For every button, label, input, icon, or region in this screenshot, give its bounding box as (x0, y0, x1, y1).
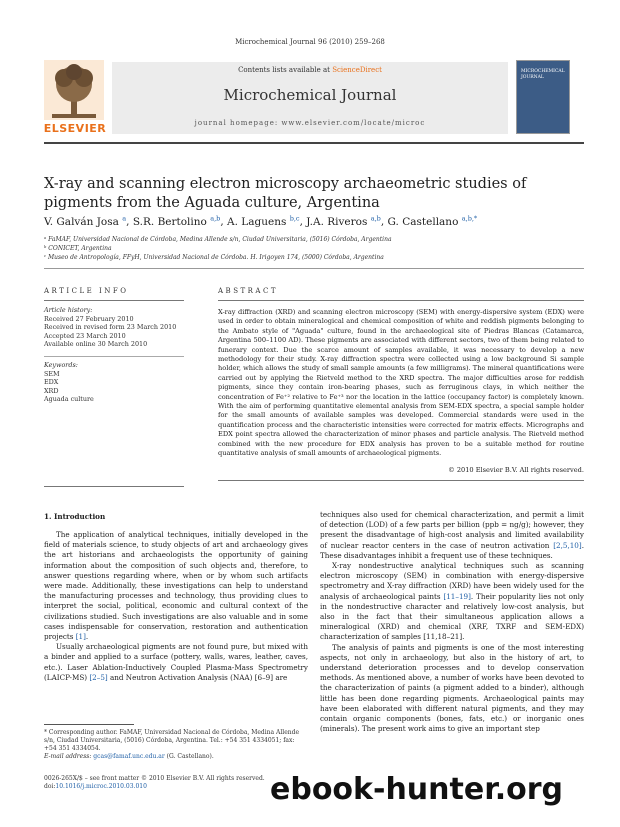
body-column-left (44, 530, 308, 683)
author[interactable]: S.R. Bertolino $^{a,b}$ (132, 214, 221, 228)
elsevier-wordmark: ELSEVIER (43, 122, 107, 135)
email-link[interactable]: gcas@famaf.unc.edu.ar (93, 753, 165, 760)
copyright: © 2010 Elsevier B.V. All rights reserved. (448, 466, 584, 474)
header-rule (44, 142, 584, 144)
info-bottom-rule (44, 486, 184, 487)
abstract-text: X-ray diffraction (XRD) and scanning electron microscopy (SEM) with energy-dispersive system (EDX) were used in order to obtain mineralogical and chemical composition of white and reddish pigments belonging to the Ambato style of "Aguada" culture, found in the archaeological site of Piedras Blancas (Catamarca, Argentina 500–1100 AD). These pigments are associated with different sectors, two of them being related to funerary context. Due the scarce amount of samples available, it was necessary to develop a new methodology for their study. X-ray diffraction spectra were collected using a low background Si sample holder, which allows the study of small sample amounts (a few milligrams). The mineral quantifications were carried out by applying the Rietveld method to the XRD spectra. The major difficulties arose for reddish pigments, since they contain iron-bearing phases, such as ferruginous clays, in which neither the concentration of Fe⁺² relative to Fe⁺³ nor the location in the lattice (occupancy factor) is completely known. With the aim of performing quantitative elemental analysis from SEM-EDX spectra, a special sample holder for the small amounts of available samples was developed. Commercial standards were used in the quantification process and the characteristic intensities were corrected for matrix effects. Micrographs and EDX point spectra allowed the characterization of minor phases and particle analysis. The Rietveld method combined with the new procedure for EDX analysis has proven to be a suitable method for routine quantitative analysis of small amounts of archaeological pigments. (218, 308, 584, 458)
article-history (44, 306, 184, 349)
affiliation: ᵃ FaMAF, Universidad Nacional de Córdoba, Medina Allende s/n, Ciudad Universitaria, (5016) Córdoba, Argentina (44, 236, 392, 243)
abstract-heading: ABSTRACT (218, 287, 279, 295)
author[interactable]: G. Castellano $^{a,b,*}$ (387, 214, 478, 228)
keyword: SEM (44, 369, 60, 378)
article-title: X-ray and scanning electron microscopy archaeometric studies of pigments from the Aguada culture, Argentina (44, 176, 527, 211)
affiliation: ᶜ Museo de Antropología, FFyH, Universidad Nacional de Córdoba. H. Irigoyen 174, (5000) Córdoba, Argentina (44, 254, 384, 261)
keywords-label: Keywords: (44, 361, 78, 369)
keywords (44, 361, 184, 404)
abstract-bottom-rule (218, 480, 584, 481)
issn-line: 0026-265X/$ – see front matter © 2010 Elsevier B.V. All rights reserved. (44, 775, 265, 782)
keywords-rule (44, 356, 184, 357)
journal-homepage[interactable]: journal homepage: www.elsevier.com/locate/microc (194, 119, 426, 127)
keyword: EDX (44, 378, 59, 387)
contents-prefix: Contents lists available at (238, 66, 333, 74)
journal-cover-thumbnail (516, 60, 570, 134)
abstract-rule (218, 300, 584, 301)
corresponding-author-note: * Corresponding author. FaMAF, Universidad Nacional de Córdoba, Medina Allende s/n, Ciudad Universitaria, (5016) Córdoba, Argentina. Tel.: +54 351 4334051; fax: +54 351 4334054. (44, 729, 300, 752)
paragraph: The analysis of paints and pigments is one of the most interesting aspects, not only in archaeology, but also in the history of art, to understand deterioration processes and to develop conservation methods. As mentioned above, a number of works have been devoted to the characterization of paints (a pigment added to a binder), although little has been done regarding pigments. Archaeological paints may have been elaborated with different natural pigments, and they may contain organic components (bones, fats, etc.) or inorganic ones (minerals). The present work aims to give an important step (320, 642, 584, 734)
citation-link[interactable]: [2,5,10] (553, 540, 582, 550)
affiliation-rule (44, 268, 584, 269)
history-item: Received 27 February 2010 (44, 314, 134, 323)
footnote-rule (44, 724, 134, 725)
watermark-text: ebook-hunter.org (270, 772, 563, 807)
article-info-rule (44, 300, 184, 301)
keyword: XRD (44, 386, 59, 395)
history-item: Received in revised form 23 March 2010 (44, 323, 177, 332)
citation-link[interactable]: [2–5] (89, 672, 108, 682)
citation-link[interactable]: [1] (75, 632, 86, 642)
doi-link[interactable]: 10.1016/j.microc.2010.03.010 (55, 783, 147, 790)
history-item: Accepted 23 March 2010 (44, 331, 126, 340)
paragraph: X-ray nondestructive analytical techniques such as scanning electron microscopy (SEM) in combination with energy-dispersive spectrometry and X-ray diffraction (XRD) have been widely used for the analysis of archaeological paints [11–19]. Their popularity lies not only in the nondestructive character and relatively low-cost analysis, but also in the fact that their simultaneous application allows a mineralogical (XRD) and chemical (XRF, TXRF and SEM-EDX) characterization of samples [11,18–21]. (320, 561, 584, 642)
article-info-heading: ARTICLE INFO (44, 287, 129, 295)
cover-title: MICROCHEMICAL JOURNAL (521, 69, 565, 80)
footnote (44, 729, 308, 761)
email-line: E-mail address: gcas@famaf.unc.edu.ar (G. Castellano). (44, 753, 214, 760)
author[interactable]: J.A. Riveros $^{a,b}$ (306, 214, 381, 228)
history-item: Available online 30 March 2010 (44, 340, 148, 349)
journal-citation: Microchemical Journal 96 (2010) 259–268 (235, 38, 385, 46)
citation-link[interactable]: [11–19] (443, 591, 471, 601)
author[interactable]: V. Galván Josa $^a$ (44, 214, 127, 228)
contents-line (112, 66, 508, 74)
paragraph: The application of analytical techniques, initially developed in the field of materials science, to study objects of art and archaeology gives the art historians and archaeologists the opportunity of gaining information about the composition of such objects and, therefore, to answer questions regarding where, when or by whom such artifacts were made. Additionally, these investigations can help to understand the manufacturing processes and technology, thus providing clues to interpret the social, political, economic and cultural context of the civilizations studied. Such investigations are also valuable and in some cases indispensable for conservation, restoration and authentication projects [1]. (44, 530, 308, 642)
author[interactable]: A. Laguens $^{b,c}$ (227, 214, 300, 228)
affiliation: ᵇ CONICET, Argentina (44, 245, 112, 252)
author-list: V. Galván Josa $^a$, S.R. Bertolino $^{a,b}$, A. Laguens $^{b,c}$, J.A. Riveros $^{a,b}$, G. Castellano $^{a,b,*}$ (44, 214, 478, 228)
paragraph: Usually archaeological pigments are not found pure, but mixed with a binder and applied to a surface (pottery, walls, wares, leather, caves, etc.). Laser Ablation-Inductively Coupled Plasma-Mass Spectrometry (LAICP-MS) [2–5] and Neutron Activation Analysis (NAA) [6–9] are (44, 642, 308, 682)
body-column-right (320, 510, 584, 734)
paragraph: techniques also used for chemical characterization, and permit a limit of detection (LOD) of a few parts per billion (ppb = ng/g); however, they present the disadvantage of high-cost analysis and limited availability of nuclear reactor centers in the case of neutron activation [2,5,10]. These disadvantages inhibit a frequent use of these techniques. (320, 510, 584, 560)
issn-doi (44, 775, 308, 791)
journal-title: Microchemical Journal (223, 86, 397, 104)
history-label: Article history: (44, 306, 93, 314)
sciencedirect-link[interactable]: ScienceDirect (332, 66, 382, 74)
doi-line: doi:10.1016/j.microc.2010.03.010 (44, 783, 147, 790)
section-heading: 1. Introduction (44, 512, 106, 521)
keyword: Aguada culture (44, 395, 94, 404)
